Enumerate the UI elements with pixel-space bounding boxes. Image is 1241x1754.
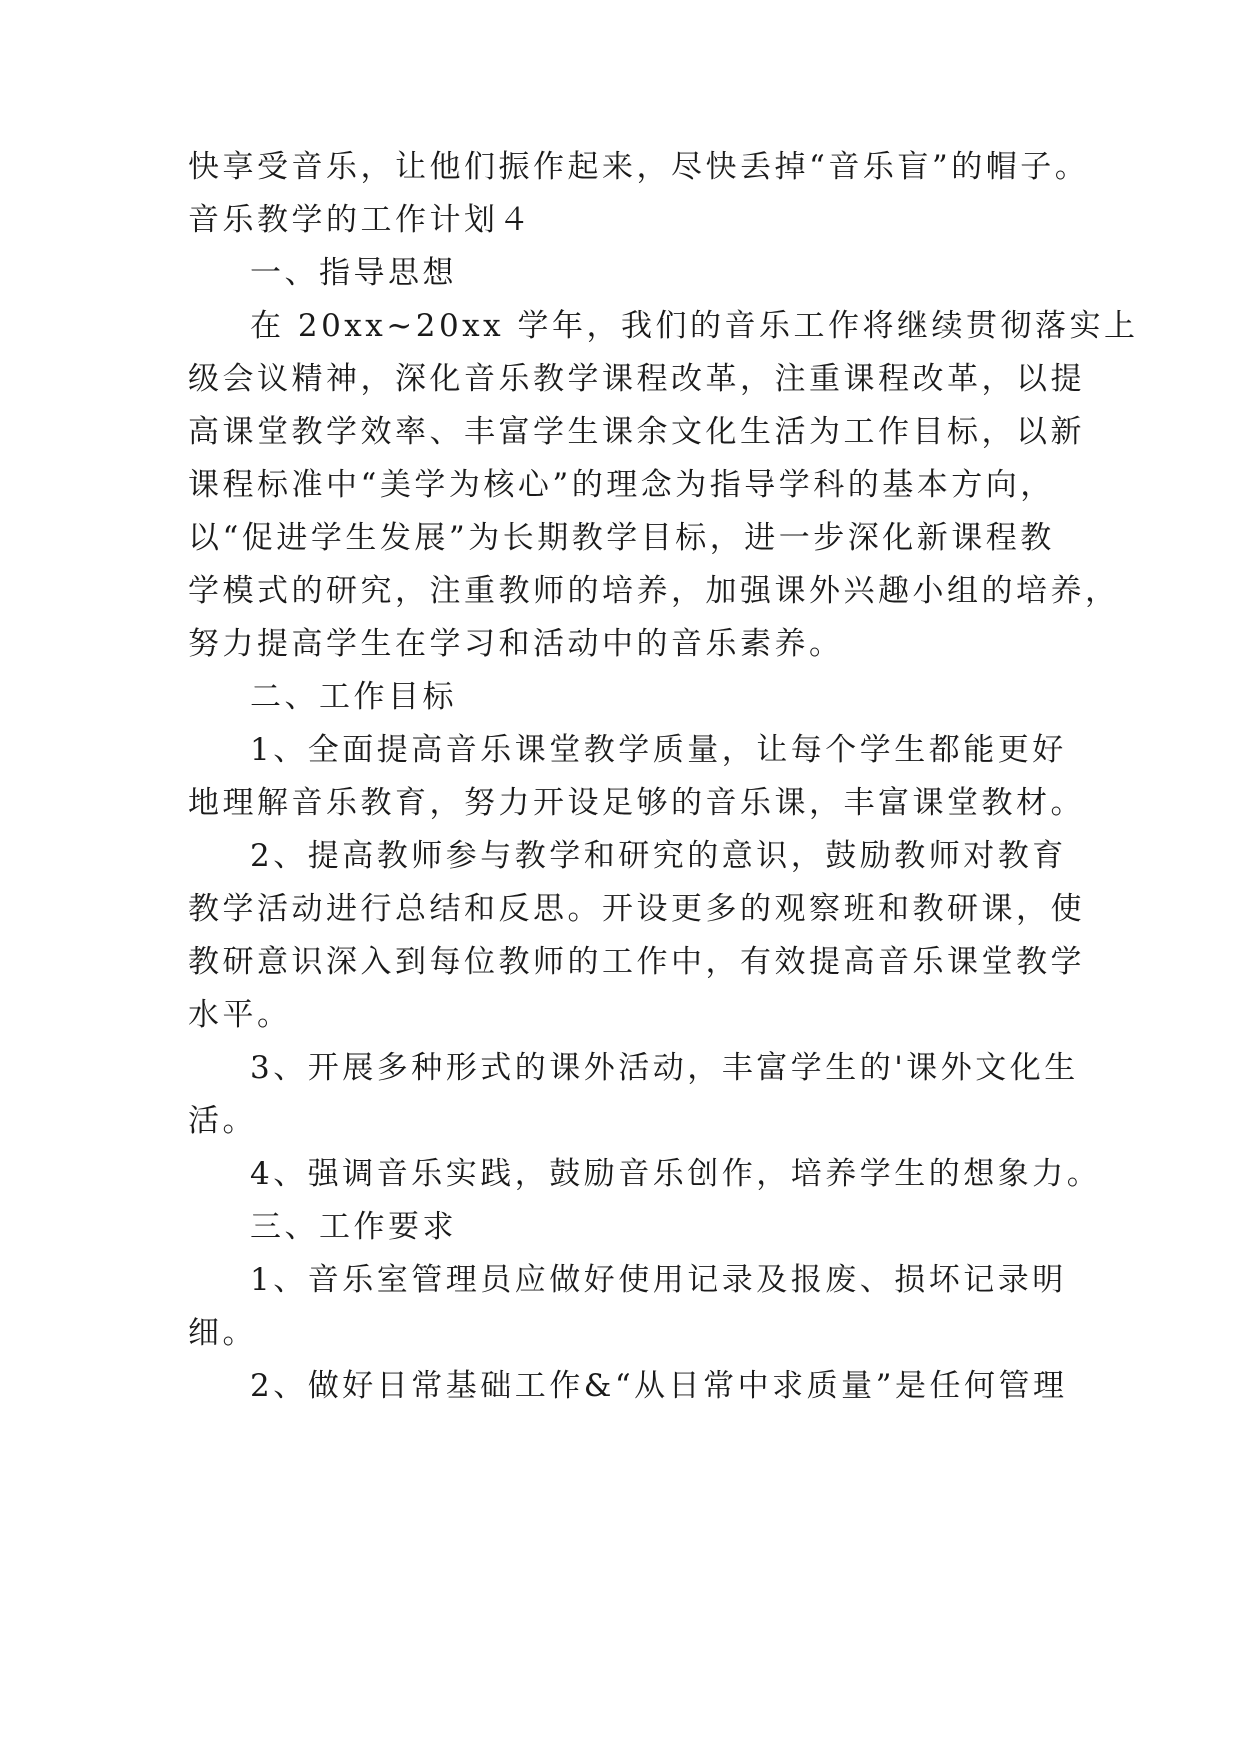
body-text-line: 1、音乐室管理员应做好使用记录及报废、损坏记录明: [250, 1262, 1067, 1298]
heading-work-requirements: 三、工作要求: [250, 1209, 457, 1245]
heading-work-goals: 二、工作目标: [250, 679, 457, 715]
body-text-line: 课程标准中“美学为核心”的理念为指导学科的基本方向，: [188, 467, 1055, 503]
body-text-line: 地理解音乐教育，努力开设足够的音乐课，丰富课堂教材。: [188, 785, 1085, 821]
heading-guiding-ideology: 一、指导思想: [250, 255, 457, 291]
body-text-line: 级会议精神，深化音乐教学课程改革，注重课程改革，以提: [188, 361, 1085, 397]
body-text-line: 2、提高教师参与教学和研究的意识，鼓励教师对教育: [250, 838, 1067, 874]
body-text-line: 水平。: [188, 997, 292, 1033]
body-text-line: 教学活动进行总结和反思。开设更多的观察班和教研课，使: [188, 891, 1085, 927]
body-text-line: 4、强调音乐实践，鼓励音乐创作，培养学生的想象力。: [250, 1156, 1102, 1192]
body-text-line: 细。: [188, 1315, 257, 1351]
body-text-line: 在 20xx~20xx 学年，我们的音乐工作将继续贯彻落实上: [250, 308, 1139, 344]
body-text-line: 3、开展多种形式的课外活动，丰富学生的'课外文化生: [250, 1050, 1079, 1086]
body-text-line: 以“促进学生发展”为长期教学目标，进一步深化新课程教: [188, 520, 1055, 556]
body-text-line: 活。: [188, 1103, 257, 1139]
body-text-line: 2、做好日常基础工作&“从日常中求质量”是任何管理: [250, 1368, 1068, 1404]
section-title: 音乐教学的工作计划４: [188, 202, 533, 238]
body-text-line: 努力提高学生在学习和活动中的音乐素养。: [188, 626, 844, 662]
body-text-line: 高课堂教学效率、丰富学生课余文化生活为工作目标，以新: [188, 414, 1085, 450]
body-text-line: 学模式的研究，注重教师的培养，加强课外兴趣小组的培养，: [188, 573, 1120, 609]
body-text-line: 1、全面提高音乐课堂教学质量，让每个学生都能更好: [250, 732, 1067, 768]
body-text-line: 教研意识深入到每位教师的工作中，有效提高音乐课堂教学: [188, 944, 1085, 980]
body-text-line: 快享受音乐，让他们振作起来，尽快丢掉“音乐盲”的帽子。: [188, 149, 1090, 185]
